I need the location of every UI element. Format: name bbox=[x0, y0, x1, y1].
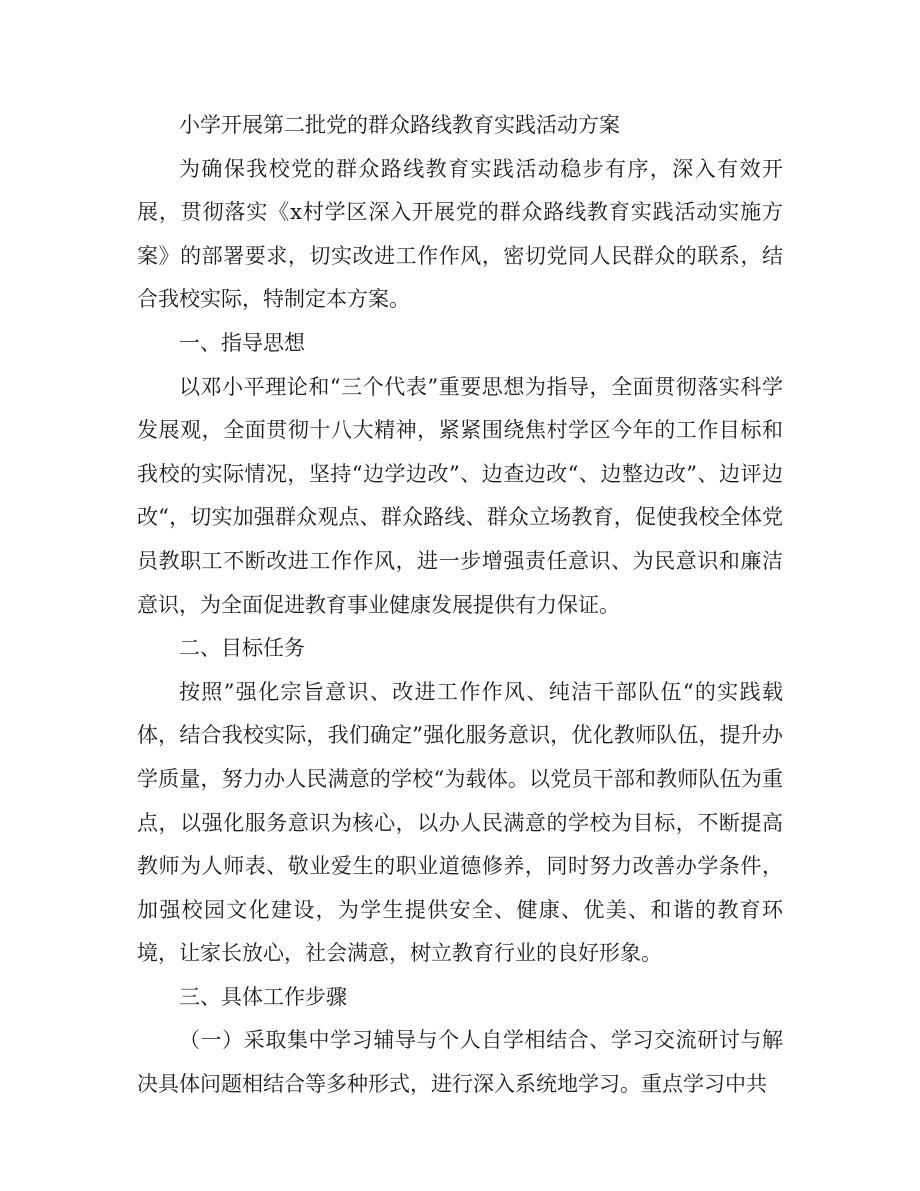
document-title: 小学开展第二批党的群众路线教育实践活动方案 bbox=[179, 113, 620, 137]
section-body-goals-tasks: 按照”强化宗旨意识、改进工作作风、纯洁干部队伍“的实践载体，结合我校实际，我们确定”强化服务意识，优化教师队伍，提升办学质量，努力办人民满意的学校“为载体。以党员干部和教师队伍为重点，以强化服务意识为核心，以办人民满意的学校为目标，不断提高教师为人师表、敬业爱生的职业道德修养，同时努力改善办学条件，加强校园文化建设，为学生提供安全、健康、优美、和谐的教育环境，让家长放心，社会满意，树立教育行业的良好形象。 bbox=[137, 679, 783, 966]
section-body-guiding-ideology: 以邓小平理论和“三个代表”重要思想为指导，全面贯彻落实科学发展观，全面贯彻十八大精神，紧紧围绕焦村学区今年的工作目标和我校的实际情况，坚持“边学边改”、边查边改“、边整边改”、边评边改“，切实加强群众观点、群众路线、群众立场教育，促使我校全体党员教职工不断改进工作作风，进一步增强责任意识、为民意识和廉洁意识，为全面促进教育事业健康发展提供有力保证。 bbox=[137, 374, 783, 617]
section-heading-work-steps: 三、具体工作步骤 bbox=[179, 984, 347, 1009]
document-body bbox=[137, 104, 783, 1107]
section-heading-goals-tasks: 二、目标任务 bbox=[179, 636, 305, 661]
intro-paragraph: 为确保我校党的群众路线教育实践活动稳步有序，深入有效开展，贯彻落实《x村学区深入开展党的群众路线教育实践活动实施方案》的部署要求，切实改进工作作风，密切党同人民群众的联系，结合我校实际，特制定本方案。 bbox=[137, 156, 783, 312]
section-body-work-steps: （一）采取集中学习辅导与个人自学相结合、学习交流研讨与解决具体问题相结合等多种形式，进行深入系统地学习。重点学习中共 bbox=[137, 1028, 783, 1097]
section-heading-guiding-ideology: 一、指导思想 bbox=[179, 330, 305, 355]
